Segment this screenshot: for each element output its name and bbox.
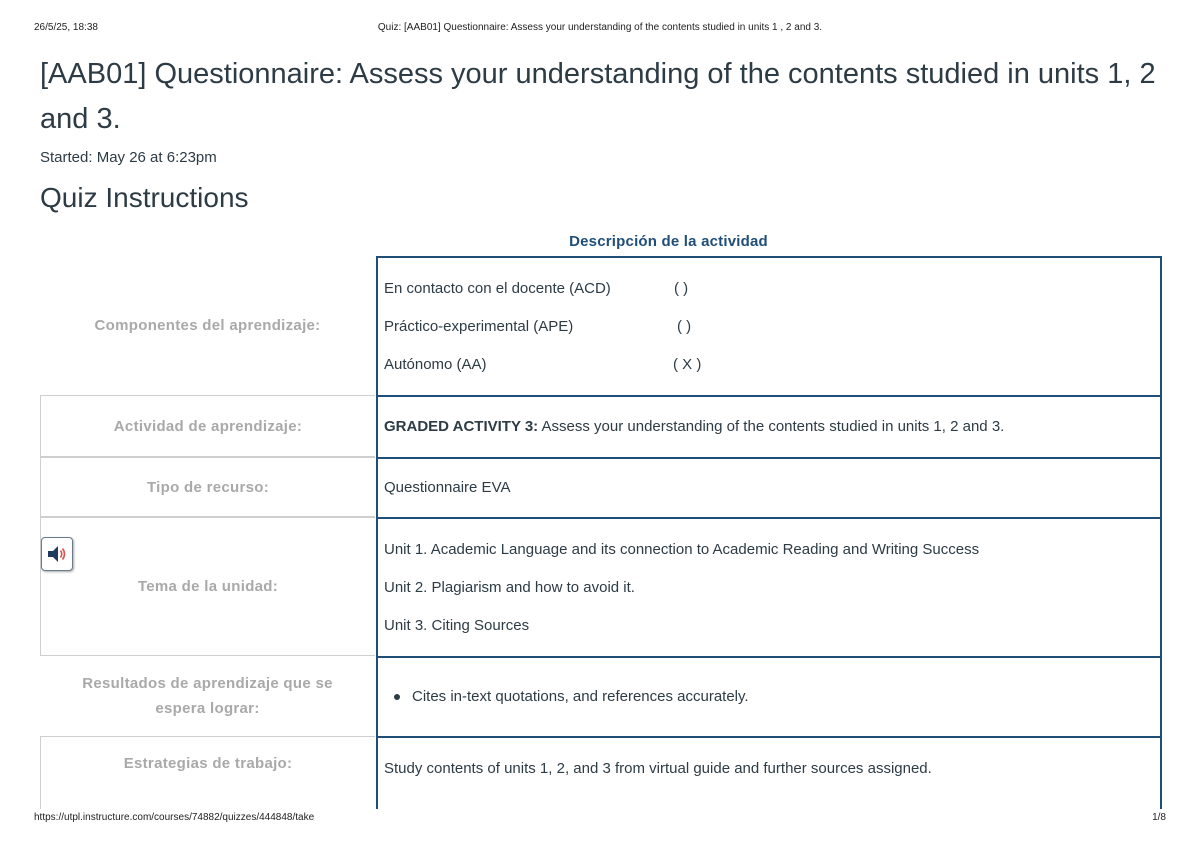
print-header	[34, 22, 1166, 36]
table-row-tema	[40, 517, 1162, 656]
table-row-componentes	[40, 256, 1162, 395]
started-value: May 26 at 6:23pm	[96, 149, 217, 166]
actividad-bold-prefix: GRADED ACTIVITY 3:	[384, 418, 539, 435]
table-row-tipo	[40, 457, 1162, 517]
tema-item: Unit 3. Citing Sources	[384, 616, 530, 634]
print-footer	[34, 812, 1166, 826]
value-componentes	[376, 256, 1162, 395]
component-text: En contacto con el docente (ACD)	[384, 279, 611, 297]
print-page-number: 1/8	[1152, 812, 1166, 823]
table-row-estrategias	[40, 736, 1162, 809]
tipo-value: Questionnaire EVA	[384, 479, 511, 496]
table-caption: Descripción de la actividad	[569, 233, 768, 250]
label-estrategias: Estrategias de trabajo:	[40, 736, 375, 809]
component-text: Práctico-experimental (APE)	[384, 317, 574, 335]
component-item-acd	[384, 270, 1160, 308]
bullet-icon	[394, 694, 400, 700]
print-url: https://utpl.instructure.com/courses/74882/quizzes/444848/take	[34, 812, 315, 823]
value-tema	[376, 517, 1162, 656]
print-doc-title: Quiz: [AAB01] Questionnaire: Assess your understanding of the contents studied in units 1 , 2 and 3.	[377, 22, 823, 33]
value-actividad	[376, 395, 1162, 457]
label-actividad: Actividad de aprendizaje:	[40, 395, 375, 457]
estrategias-value: Study contents of units 1, 2, and 3 from virtual guide and further sources assigned.	[384, 760, 932, 777]
resultado-item	[384, 678, 1160, 716]
speaker-icon	[46, 545, 68, 563]
table-row-actividad	[40, 395, 1162, 457]
resultado-text: Cites in-text quotations, and references accurately.	[412, 688, 749, 705]
print-date: 26/5/25, 18:38	[34, 22, 98, 33]
value-tipo	[376, 457, 1162, 517]
actividad-text: Assess your understanding of the contents studied in units 1, 2 and 3.	[538, 418, 1005, 435]
component-item-ape	[384, 308, 1160, 346]
actividad-line	[384, 408, 1160, 446]
value-resultados	[376, 656, 1162, 736]
component-item-aa	[384, 346, 1160, 384]
label-tipo: Tipo de recurso:	[40, 457, 375, 517]
label-tema: Tema de la unidad:	[40, 517, 375, 656]
tema-item: Unit 2. Plagiarism and how to avoid it.	[384, 578, 635, 596]
value-estrategias	[376, 736, 1162, 809]
component-mark: ( )	[677, 317, 692, 335]
tema-item: Unit 1. Academic Language and its connection to Academic Reading and Writing Success	[384, 540, 980, 558]
label-componentes: Componentes del aprendizaje:	[94, 317, 321, 334]
label-resultados: Resultados de aprendizaje que se espera lograr:	[82, 675, 333, 717]
quiz-instructions-heading: Quiz Instructions	[40, 182, 249, 213]
component-mark: ( X )	[673, 355, 702, 373]
table-row-resultados	[40, 656, 1162, 736]
page-title: [AAB01] Questionnaire: Assess your understanding of the contents studied in units 1, 2 and 3.	[40, 58, 1156, 135]
started-label: Started:	[40, 149, 93, 166]
component-text: Autónomo (AA)	[384, 355, 487, 373]
component-mark: ( )	[674, 279, 689, 297]
started-info	[40, 149, 217, 166]
text-to-speech-button[interactable]	[41, 537, 73, 571]
